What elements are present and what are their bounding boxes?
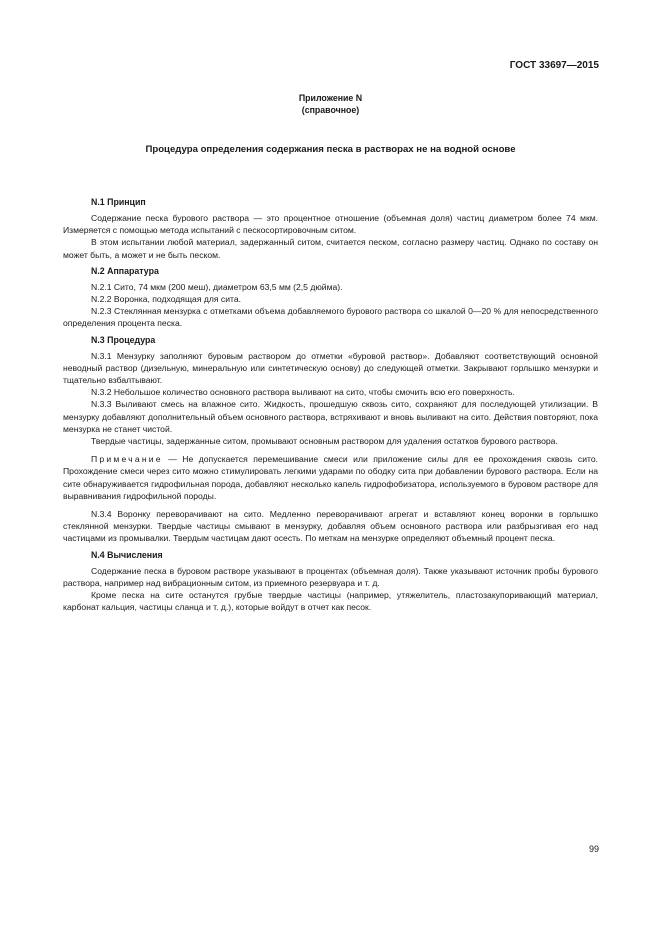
section-heading: N.4 Вычисления [91, 549, 163, 560]
section-heading: N.1 Принцип [91, 197, 146, 207]
paragraph: N.2.1 Сито, 74 мкм (200 меш), диаметром 63,5 мм (2,5 дюйма). [91, 281, 343, 292]
appendix-heading [0, 92, 661, 116]
paragraph: N.3.2 Небольшое количество основного раствора выливают на сито, чтобы смочить всю его поверхность. [91, 387, 515, 398]
paragraph: Содержание песка в буровом растворе указывают в процентах (объемная доля). Также указывают источник пробы бурового раствора, например над вибрационным ситом, из приемного резервуара и т. д. [63, 565, 598, 588]
document-header: ГОСТ 33697—2015 [509, 60, 599, 71]
section-heading: N.2 Аппаратура [91, 265, 159, 276]
document-body [63, 196, 598, 617]
paragraph: N.2.3 Стеклянная мензурка с отметками объема добавляемого бурового раствора со шкалой 0—20 % для непосредственного определения процента песка. [63, 306, 598, 329]
paragraph: N.3.3 Выливают смесь на влажное сито. Жидкость, прошедшую сквозь сито, сохраняют для последующей утилизации. В мензурку добавляют дополнительный объем основного раствора, встряхивают и вновь выливают на сито. Действия повторяют, пока мензурка не станет чистой. [63, 399, 598, 434]
section-procedure [63, 334, 598, 545]
appendix-type: (справочное) [301, 105, 360, 115]
appendix-title: Процедура определения содержания песка в растворах не на водной основе [145, 144, 516, 155]
paragraph: Содержание песка бурового раствора — это процентное отношение (объемная доля) частиц диаметром более 74 мкм. Измеряется с помощью метода испытаний с пескосортировочным ситом. [63, 213, 598, 236]
section-principle [63, 196, 598, 261]
note-text: — Не допускается перемешивание смеси или приложение силы для ее прохождения сквозь сито. Прохождение смеси через сито можно стимулировать легкими ударами по ободку сита при добавлении бурового раствора. Если на сите обнаруживается гидрофильная порода, добавляют несколько капель гидрофобизатора, используемого в буровом растворе для выравнивания гидрофильной породы. [63, 454, 599, 501]
page-number: 99 [588, 843, 599, 854]
paragraph: Твердые частицы, задержанные ситом, промывают основным раствором для удаления остатков бурового раствора. [91, 436, 558, 447]
section-apparatus [63, 265, 598, 330]
appendix-label: Приложение N [298, 93, 363, 103]
paragraph: N.3.1 Мензурку заполняют буровым раствором до отметки «буровой раствор». Добавляют соответствующий основной неводный раствор (дизельную, минеральную или синтетическую основу) до следующей отметки. Закрывают горлышко мензурки и тщательно взбалтывают. [63, 350, 598, 386]
paragraph: Кроме песка на сите останутся грубые твердые частицы (например, утяжелитель, пластозакупоривающий материал, карбонат кальция, частицы сланца и т. д.), которые войдут в отчет как песок. [63, 590, 598, 613]
paragraph: N.3.4 Воронку переворачивают на сито. Медленно переворачивают агрегат и вставляют конец воронки в горлышко стеклянной мензурки. Твердые частицы смывают в мензурку, добавляя объем основного раствора или разбрызгивая его над частицами из промывалки. Твердым частицам дают осесть. По меткам на мензурке определяют объемный процент песка. [63, 509, 598, 544]
note [63, 453, 598, 502]
note-label: Примечание [91, 454, 163, 465]
paragraph: В этом испытании любой материал, задержанный ситом, считается песком, согласно размеру частиц. Однако по составу он может быть, а может и не быть песком. [63, 237, 598, 260]
section-heading: N.3 Процедура [91, 334, 156, 345]
section-calculations [63, 549, 598, 614]
paragraph: N.2.2 Воронка, подходящая для сита. [91, 294, 242, 305]
